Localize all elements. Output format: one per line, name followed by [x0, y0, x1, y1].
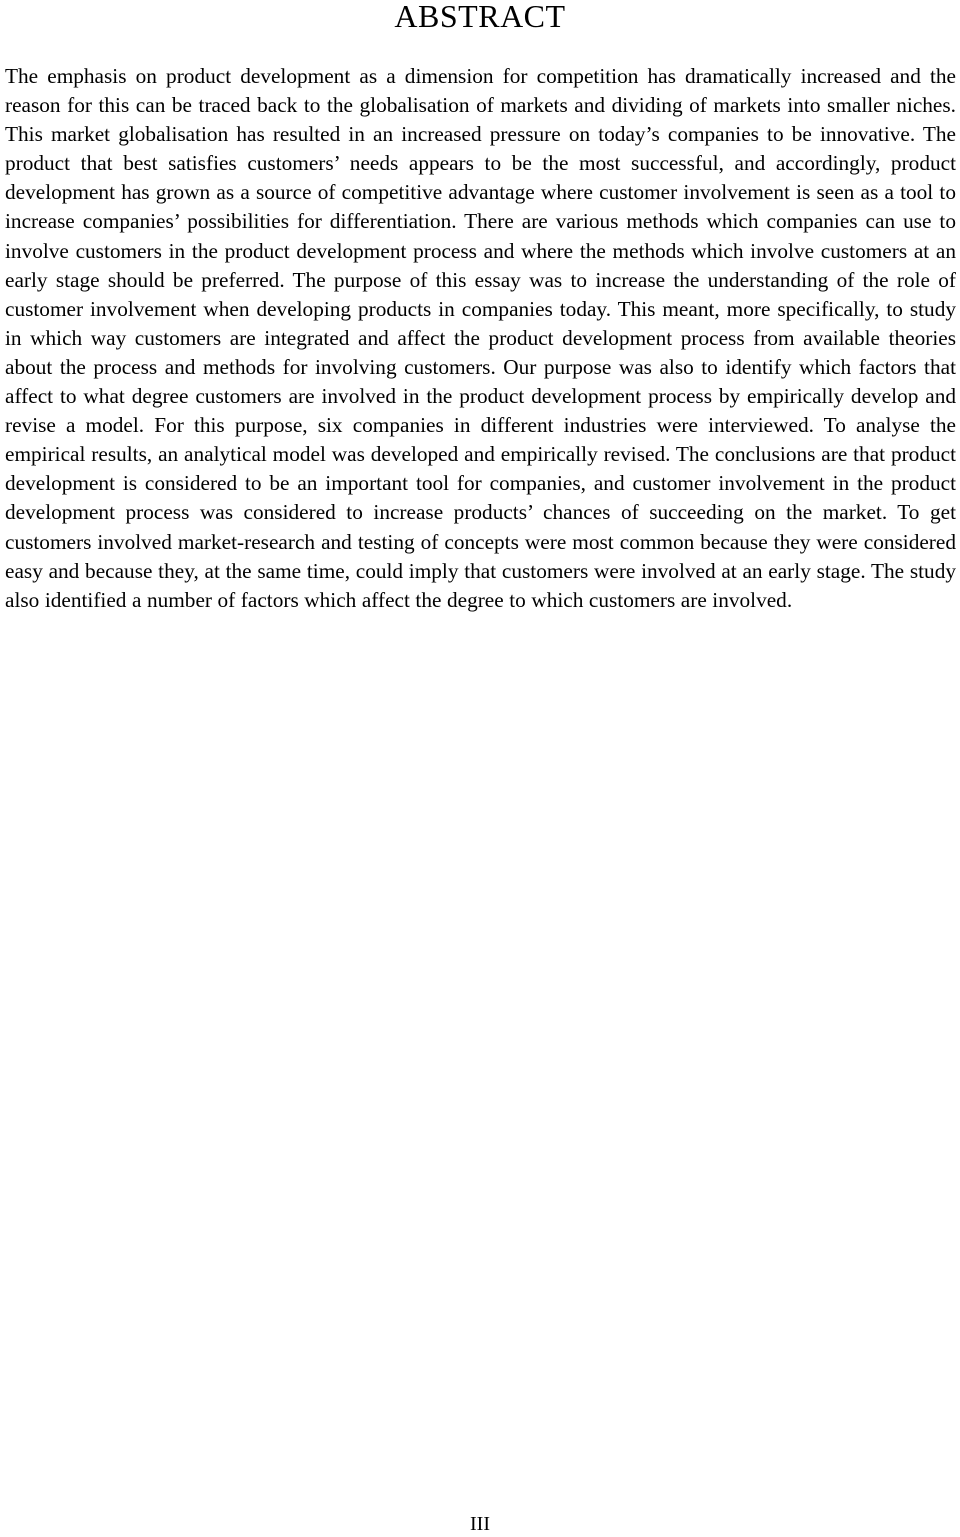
abstract-body-text: The emphasis on product development as a dimension for competition has dramatically increased and the reason for this can be traced back to the globalisation of markets and dividing of markets into smaller niches. This market globalisation has resulted in an increased pressure on today’s companies to be innovative. The product that best satisfies customers’ needs appears to be the most successful, and accordingly, product development has grown as a source of competitive advantage where customer involvement is seen as a tool to increase companies’ possibilities for differentiation. There are various methods which companies can use to involve customers in the product development process and where the methods which involve customers at an early stage should be preferred. The purpose of this essay was to increase the understanding of the role of customer involvement when developing products in companies today. This meant, more specifically, to study in which way customers are integrated and affect the product development process from available theories about the process and methods for involving customers. Our purpose was also to identify which factors that affect to what degree customers are involved in the product development process by empirically develop and revise a model. For this purpose, six companies in different industries were interviewed. To analyse the empirical results, an analytical model was developed and empirically revised. The conclusions are that product development is considered to be an important tool for companies, and customer involvement in the product development process was considered to increase products’ chances of succeeding on the market. To get customers involved market-research and testing of concepts were most common because they were considered easy and because they, at the same time, could imply that customers were involved at an early stage. The study also identified a number of factors which affect the degree to which customers are involved.: [5, 64, 956, 612]
page-number: III: [470, 1513, 490, 1535]
abstract-heading: ABSTRACT: [394, 0, 566, 34]
